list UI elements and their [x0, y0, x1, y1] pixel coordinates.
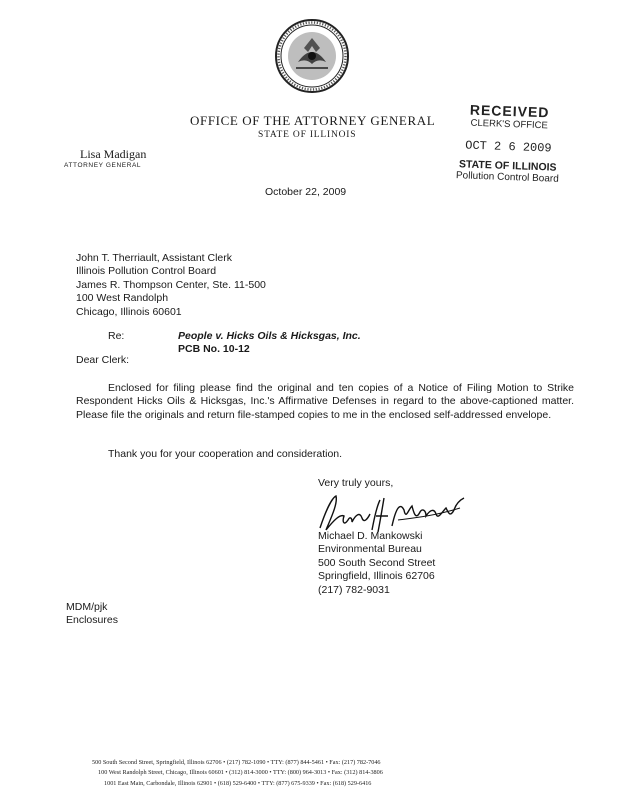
stamp-date: OCT 2 6 2009: [464, 138, 552, 156]
body-paragraph-1: [76, 382, 574, 422]
re-subject: [178, 330, 361, 357]
attorney-general-name: Lisa Madigan: [80, 147, 147, 161]
recipient-line: 100 West Randolph: [76, 292, 169, 305]
re-pcb-number: PCB No. 10-12: [178, 343, 250, 356]
office-title: OFFICE OF THE ATTORNEY GENERAL: [190, 113, 436, 128]
recipient-line: Illinois Pollution Control Board: [76, 265, 217, 278]
closing: Very truly yours,: [318, 477, 394, 489]
recipient-line: John T. Therriault, Assistant Clerk: [76, 252, 233, 264]
letter-date: October 22, 2009: [265, 186, 347, 198]
stamp-clerks-office: CLERK'S OFFICE: [470, 117, 549, 132]
footer-carbondale: 1001 East Main, Carbondale, Illinois 62901 • (618) 529-6400 • TTY: (877) 675-9339 • Fax: (618) 529-6416: [104, 780, 372, 787]
state-seal-logo: [274, 18, 350, 94]
reference-initials-block: [66, 601, 118, 628]
signer-street: 500 South Second Street: [318, 556, 436, 569]
body-paragraph-2: Thank you for your cooperation and consideration.: [108, 448, 343, 460]
salutation: Dear Clerk:: [76, 354, 130, 366]
signature-block: [318, 530, 435, 597]
signer-name: Michael D. Mankowski: [318, 530, 423, 542]
footer-springfield: 500 South Second Street, Springfield, Illinois 62706 • (217) 782-1090 • TTY: (877) 844-5461 • Fax: (217) 782-7046: [92, 759, 381, 766]
re-label: Re:: [108, 330, 125, 342]
attorney-general-role: ATTORNEY GENERAL: [64, 162, 142, 169]
re-case: People v. Hicks Oils & Hicksgas, Inc.: [178, 330, 361, 342]
recipient-line: James R. Thompson Center, Ste. 11-500: [76, 278, 266, 291]
signer-phone: (217) 782-9031: [318, 583, 390, 596]
stamp-state: STATE OF ILLINOIS: [458, 158, 557, 174]
body-paragraph-1-text: Enclosed for filing please find the original and ten copies of a Notice of Filing Motion to Strike Respondent Hicks Oils & Hicksgas, Inc.'s Affirmative Defenses in regard to the above-captioned matter. Please file the originals and return file-stamped copies to me in the enclosed self-addressed envelope.: [76, 382, 574, 421]
reference-initials: MDM/pjk: [66, 601, 108, 613]
stamp-board: Pollution Control Board: [455, 170, 559, 185]
enclosures-note: Enclosures: [66, 614, 118, 627]
stamp-received: RECEIVED: [469, 101, 550, 121]
office-state: STATE OF ILLINOIS: [258, 130, 357, 140]
received-stamp: [449, 101, 568, 185]
recipient-address: [76, 252, 266, 319]
footer-chicago: 100 West Randolph Street, Chicago, Illinois 60601 • (312) 814-3000 • TTY: (800) 964-3013 • Fax: (312) 814-3806: [98, 769, 383, 776]
signer-bureau: Environmental Bureau: [318, 543, 422, 556]
recipient-line: Chicago, Illinois 60601: [76, 305, 182, 318]
signer-city: Springfield, Illinois 62706: [318, 570, 435, 583]
